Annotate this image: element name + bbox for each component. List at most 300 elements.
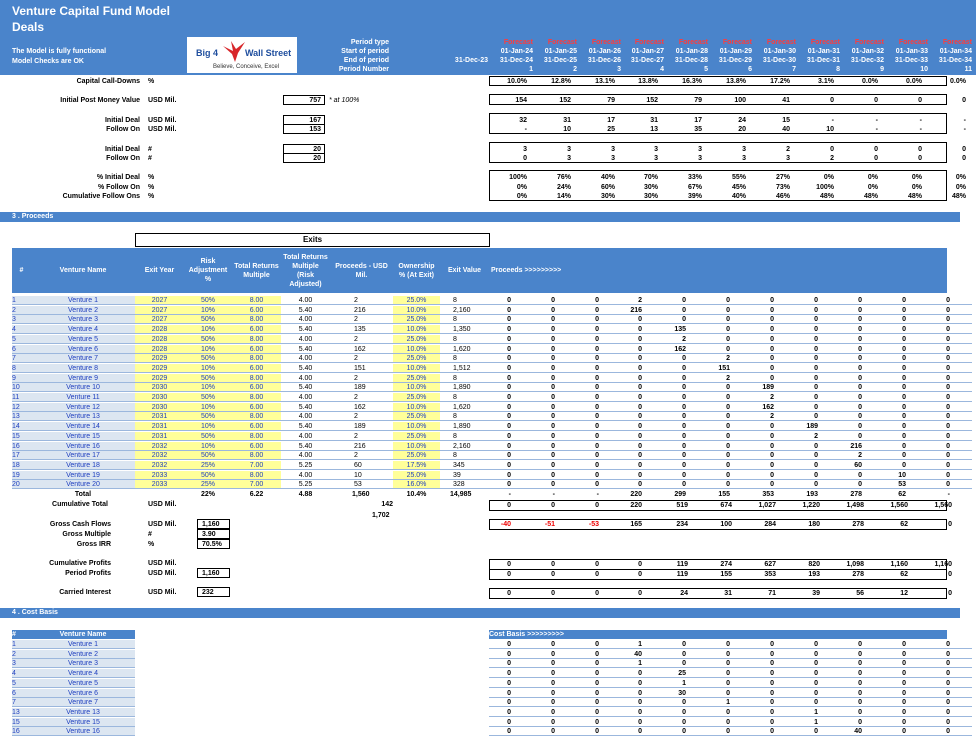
exit-year: 2030 [135, 383, 184, 392]
proceeds-cell: 0 [489, 442, 533, 451]
proceeds-cell: 0 [752, 315, 796, 324]
proceeds-cell: 0 [533, 306, 577, 315]
period-number: 3 [617, 66, 621, 73]
mult-risk-adj: 4.00 [281, 471, 330, 480]
proceeds-cell: 0 [577, 383, 621, 392]
proceeds-cell: 0 [708, 471, 752, 480]
proceeds-usd: 216 [330, 442, 393, 451]
cost-cell: 0 [928, 669, 972, 678]
proceeds-cell: 0 [752, 345, 796, 354]
gross-cash-flow-cell: -51 [544, 521, 555, 528]
deal-cell: 10 [826, 126, 834, 133]
exit-value: 39 [440, 471, 489, 480]
proceeds-cell: 0 [884, 374, 928, 383]
period-profits-cell: 0 [551, 571, 555, 578]
cost-cell: 0 [884, 640, 928, 649]
proceeds-cell: 0 [533, 335, 577, 344]
proceeds-cell: 0 [620, 354, 664, 363]
exit-year: 2033 [135, 471, 184, 480]
section-proceeds-band [0, 212, 960, 222]
cum-total-cell: 220 [630, 502, 642, 509]
deal-cell: 0% [911, 184, 922, 191]
deal-cell: 3 [698, 146, 702, 153]
proceeds-cell: 0 [752, 364, 796, 373]
venture-name: Venture 10 [31, 383, 135, 392]
proceeds-cell: 0 [664, 451, 708, 460]
venture-name: Venture 3 [31, 315, 135, 324]
proceeds-cell: 0 [664, 480, 708, 489]
total-mult: 6.00 [232, 325, 281, 334]
proceeds-cell: 0 [796, 461, 840, 470]
column-header-3: Risk Adjustment % [184, 248, 232, 293]
period-profits-label: Period Profits [65, 570, 111, 577]
mult-risk-adj: 5.40 [281, 383, 330, 392]
cost-cell: 0 [928, 689, 972, 698]
proceeds-cell: 0 [620, 383, 664, 392]
venture-name: Venture 1 [31, 296, 135, 305]
proceeds-cell: 0 [577, 335, 621, 344]
proceeds-cell: 0 [620, 403, 664, 412]
period-profits-cell: 353 [764, 571, 776, 578]
cum-total-cell: 1,560 [934, 502, 952, 509]
deal-cell: 46% [775, 193, 790, 200]
proceeds-cell: 0 [928, 345, 972, 354]
deal-cell: 3 [654, 155, 658, 162]
period-type: Forecast [722, 39, 752, 46]
venture-num: 15 [12, 432, 31, 441]
cost-cell: 1 [796, 708, 840, 717]
proceeds-cell: 0 [708, 412, 752, 421]
cost-cell: 0 [708, 659, 752, 668]
proceeds-cell: 0 [796, 480, 840, 489]
cost-row-name: Venture 1 [31, 640, 135, 649]
proceeds-cell: 0 [489, 480, 533, 489]
exit-year: 2030 [135, 393, 184, 402]
header-row-label: Period type [350, 39, 389, 46]
cost-cell: 0 [577, 727, 621, 736]
proceeds-cell: 0 [664, 383, 708, 392]
period-number: 11 [964, 66, 972, 73]
period-end-initial: 31-Dec-23 [454, 57, 488, 64]
cost-cell: 0 [533, 669, 577, 678]
venture-name: Venture 13 [31, 412, 135, 421]
cum-total-cell: 1,560 [890, 502, 908, 509]
cost-cell: 0 [840, 640, 884, 649]
cost-cell: 0 [708, 708, 752, 717]
mult-risk-adj: 4.00 [281, 451, 330, 460]
exit-year: 2027 [135, 315, 184, 324]
deal-cell: 0% [955, 174, 966, 181]
deal-cell: 0 [874, 97, 878, 104]
venture-name: Venture 14 [31, 422, 135, 431]
deal-cell: - [831, 117, 834, 124]
cost-cell: 0 [928, 718, 972, 727]
proceeds-cell: 0 [664, 374, 708, 383]
proceeds-cell: 0 [620, 442, 664, 451]
risk-adj: 50% [184, 393, 232, 402]
risk-adj: 10% [184, 442, 232, 451]
proceeds-cell: 0 [489, 451, 533, 460]
deal-cell: 100 [734, 97, 746, 104]
cost-cell: 0 [620, 698, 664, 707]
deal-cell: 48% [951, 193, 966, 200]
model-checks: Model Checks are OK [12, 58, 84, 65]
proceeds-cell: 0 [708, 422, 752, 431]
proceeds-cell: 0 [577, 393, 621, 402]
gross-unit: % [148, 541, 155, 548]
carried-interest-cell: 0 [507, 590, 511, 597]
cost-col-basis: Cost Basis >>>>>>>>> [489, 630, 947, 639]
deal-cell: 35 [694, 126, 702, 133]
cost-cell: 0 [840, 689, 884, 698]
proceeds-cell: 0 [577, 325, 621, 334]
proceeds-usd: 2 [330, 374, 393, 383]
proceeds-cell: 0 [752, 451, 796, 460]
proceeds-cell: 0 [884, 451, 928, 460]
cost-cell: 0 [577, 718, 621, 727]
proceeds-cell: 0 [884, 422, 928, 431]
deal-cell: 0.0% [862, 78, 878, 85]
deal-cell: - [963, 126, 966, 133]
value-strip-box [489, 170, 947, 201]
mult-risk-adj: 5.40 [281, 442, 330, 451]
deal-cell: 100% [509, 174, 527, 181]
deal-cell: 48% [863, 193, 878, 200]
cum-profits-cell: 119 [676, 561, 688, 568]
cost-cell: 0 [840, 679, 884, 688]
proceeds-cell: 0 [577, 374, 621, 383]
model-title: Venture Capital Fund Model [12, 4, 171, 18]
proceeds-cell: 0 [840, 393, 884, 402]
proceeds-cell: 0 [752, 461, 796, 470]
deal-cell: 12.8% [551, 78, 571, 85]
deal-cell: 13.1% [595, 78, 615, 85]
cost-cell: 0 [664, 718, 708, 727]
proceeds-cell: 0 [840, 403, 884, 412]
risk-adj: 50% [184, 354, 232, 363]
deal-cell: 3 [523, 146, 527, 153]
deal-row-label: % Follow On [98, 184, 140, 191]
period-number: 6 [748, 66, 752, 73]
cost-cell: 0 [620, 679, 664, 688]
total-cell: 220 [630, 491, 642, 498]
ownership: 10.0% [393, 306, 440, 315]
proceeds-cell: 0 [884, 432, 928, 441]
proceeds-cell: 0 [533, 354, 577, 363]
cost-row-name: Venture 6 [31, 689, 135, 698]
proceeds-cell: 0 [840, 412, 884, 421]
proceeds-cell: 0 [533, 412, 577, 421]
logo-tagline: Believe, Conceive, Excel [213, 64, 280, 70]
proceeds-cell: 216 [620, 306, 664, 315]
cost-cell: 0 [796, 698, 840, 707]
ownership: 17.5% [393, 461, 440, 470]
gross-box: 70.5% [197, 539, 230, 549]
proceeds-cell: 2 [708, 374, 752, 383]
deal-cell: 152 [646, 97, 658, 104]
deal-cell: 0% [867, 174, 878, 181]
period-start: 01-Jan-31 [807, 48, 840, 55]
carried-unit: USD Mil. [148, 589, 177, 596]
exits-title: Exits [302, 235, 323, 244]
deal-cell: 60% [600, 184, 615, 191]
exit-value: 8 [440, 315, 489, 324]
cost-cell: 0 [533, 698, 577, 707]
deal-cell: 0.0% [906, 78, 922, 85]
proceeds-cell: 189 [752, 383, 796, 392]
cost-cell: 0 [533, 679, 577, 688]
total-mult: 6.00 [232, 364, 281, 373]
exit-value: 1,890 [440, 383, 489, 392]
proceeds-cell: 0 [533, 393, 577, 402]
cum-profits-cell: 0 [595, 561, 599, 568]
exit-year: 2027 [135, 306, 184, 315]
cost-cell: 1 [796, 718, 840, 727]
cum-profits-cell: 1,160 [890, 561, 908, 568]
total-cell: - [947, 491, 950, 498]
venture-num: 13 [12, 412, 31, 421]
cost-cell: 0 [796, 659, 840, 668]
proceeds-cell: 189 [796, 422, 840, 431]
proceeds-cell: 0 [489, 403, 533, 412]
gross-cash-flow-cell: -53 [588, 521, 599, 528]
proceeds-cell: 0 [796, 412, 840, 421]
header-row-label: Period Number [338, 66, 389, 73]
risk-adj: 50% [184, 374, 232, 383]
exit-value: 345 [440, 461, 489, 470]
deal-cell: - [524, 126, 527, 133]
cost-cell: 0 [708, 689, 752, 698]
venture-name: Venture 7 [31, 354, 135, 363]
proceeds-cell: 0 [533, 315, 577, 324]
cost-cell: 0 [489, 650, 533, 659]
cost-cell: 0 [533, 727, 577, 736]
deal-cell: 17 [607, 117, 615, 124]
period-profits-cell: 278 [852, 571, 864, 578]
period-type: Forecast [547, 39, 577, 46]
exit-year: 2029 [135, 354, 184, 363]
period-end: 31-Dec-28 [674, 57, 708, 64]
period-number: 2 [573, 66, 577, 73]
cost-cell: 0 [577, 640, 621, 649]
proceeds-cell: 0 [489, 393, 533, 402]
cost-cell: 0 [577, 650, 621, 659]
proceeds-cell: 2 [796, 432, 840, 441]
cost-cell: 0 [796, 679, 840, 688]
proceeds-cell: 0 [752, 422, 796, 431]
proceeds-cell: 0 [533, 461, 577, 470]
gross-cash-flow-cell: -40 [500, 521, 511, 528]
period-profits-cell: 62 [900, 571, 908, 578]
cost-cell: 0 [928, 698, 972, 707]
proceeds-cell: 0 [796, 306, 840, 315]
risk-adj: 50% [184, 315, 232, 324]
proceeds-cell: 0 [928, 306, 972, 315]
proceeds-cell: 0 [577, 461, 621, 470]
total-mult: 8.00 [232, 432, 281, 441]
cost-cell: 0 [533, 650, 577, 659]
total-mult: 6.00 [232, 422, 281, 431]
deal-cell: 79 [607, 97, 615, 104]
cost-cell: 0 [928, 727, 972, 736]
mult-risk-adj: 5.40 [281, 422, 330, 431]
carried-interest-cell: 31 [724, 590, 732, 597]
proceeds-usd: 162 [330, 345, 393, 354]
proceeds-usd: 2 [330, 432, 393, 441]
total-cell: 62 [898, 491, 906, 498]
proceeds-cell: 0 [577, 422, 621, 431]
proceeds-cell: 0 [884, 412, 928, 421]
ownership: 25.0% [393, 432, 440, 441]
deal-cell: 0 [962, 146, 966, 153]
period-start: 01-Jan-28 [675, 48, 708, 55]
proceeds-cell: 0 [884, 306, 928, 315]
deal-row-unit: # [148, 155, 152, 162]
cum-total-cell: 674 [720, 502, 732, 509]
total-cell: 278 [850, 491, 862, 498]
proceeds-cell: 0 [664, 315, 708, 324]
deal-cell: 0 [523, 155, 527, 162]
cost-cell: 0 [489, 669, 533, 678]
venture-name: Venture 6 [31, 345, 135, 354]
gross-unit: # [148, 531, 152, 538]
gross-cash-flow-cell: 234 [676, 521, 688, 528]
cost-cell: 0 [752, 640, 796, 649]
proceeds-cell: 0 [708, 383, 752, 392]
proceeds-cell: 0 [533, 374, 577, 383]
cost-cell: 0 [884, 708, 928, 717]
deal-cell: 20 [738, 126, 746, 133]
cost-cell: 0 [752, 679, 796, 688]
mult-risk-adj: 5.40 [281, 325, 330, 334]
section-cost-title: 4 . Cost Basis [12, 609, 58, 616]
value-strip-box [489, 94, 947, 105]
deal-cell: 0 [874, 146, 878, 153]
deal-row-label: Capital Call-Downs [76, 78, 140, 85]
proceeds-cell: 0 [489, 471, 533, 480]
proceeds-cell: 0 [796, 442, 840, 451]
cost-cell: 0 [884, 727, 928, 736]
proceeds-cell: 0 [533, 325, 577, 334]
period-start: 01-Jan-33 [895, 48, 928, 55]
deal-cell: 152 [559, 97, 571, 104]
deal-row-unit: USD Mil. [148, 97, 177, 104]
proceeds-cell: 0 [840, 306, 884, 315]
venture-num: 11 [12, 393, 31, 402]
proceeds-cell: 0 [489, 364, 533, 373]
period-number: 1 [529, 66, 533, 73]
period-end: 31-Dec-27 [630, 57, 664, 64]
deal-cell: - [963, 117, 966, 124]
cost-cell: 0 [884, 689, 928, 698]
cost-cell: 0 [796, 650, 840, 659]
mult-risk-adj: 5.40 [281, 306, 330, 315]
deal-note: * at 100% [329, 97, 360, 104]
venture-num: 10 [12, 383, 31, 392]
cost-cell: 1 [620, 640, 664, 649]
proceeds-cell: 0 [620, 345, 664, 354]
proceeds-cell: 0 [928, 461, 972, 470]
cost-row-num: 3 [12, 659, 31, 668]
cost-cell: 0 [489, 659, 533, 668]
proceeds-cell: 0 [840, 422, 884, 431]
deal-cell: 41 [782, 97, 790, 104]
gross-box: 1,160 [197, 519, 230, 529]
cum-profits-cell: 0 [638, 561, 642, 568]
proceeds-cell: 0 [620, 335, 664, 344]
proceeds-cell: 0 [928, 480, 972, 489]
cum-total-cell: 519 [676, 502, 688, 509]
venture-num: 8 [12, 364, 31, 373]
gross-cash-flow-cell: 165 [630, 521, 642, 528]
risk-adj: 50% [184, 471, 232, 480]
deal-cell: 17 [694, 117, 702, 124]
proceeds-cell: 0 [840, 374, 884, 383]
deal-cell: - [919, 117, 922, 124]
period-number: 4 [660, 66, 664, 73]
period-type: Forecast [810, 39, 840, 46]
proceeds-cell: 0 [620, 374, 664, 383]
cost-cell: 0 [796, 689, 840, 698]
risk-adj: 25% [184, 480, 232, 489]
ownership: 25.0% [393, 296, 440, 305]
proceeds-cell: 0 [928, 471, 972, 480]
total-mult: 6.00 [232, 383, 281, 392]
deal-cell: 3 [742, 146, 746, 153]
ownership: 25.0% [393, 374, 440, 383]
cost-cell: 0 [796, 640, 840, 649]
mult-risk-adj: 4.00 [281, 335, 330, 344]
cost-cell: 0 [884, 718, 928, 727]
deal-input-box: 153 [283, 124, 325, 134]
proceeds-usd: 2 [330, 296, 393, 305]
proceeds-cell: 0 [752, 325, 796, 334]
deal-cell: 48% [819, 193, 834, 200]
deal-cell: 13.8% [726, 78, 746, 85]
cost-cell: 0 [840, 698, 884, 707]
cost-col-name: Venture Name [31, 630, 135, 639]
period-type: Forecast [678, 39, 708, 46]
cost-cell: 0 [884, 659, 928, 668]
proceeds-usd: 151 [330, 364, 393, 373]
proceeds-cell: 0 [620, 432, 664, 441]
cost-cell: 0 [620, 718, 664, 727]
total-cell: - [552, 491, 555, 498]
mult-risk-adj: 5.40 [281, 364, 330, 373]
proceeds-cell: 0 [577, 442, 621, 451]
proceeds-cell: 2 [840, 451, 884, 460]
proceeds-usd: 10 [330, 471, 393, 480]
venture-num: 4 [12, 325, 31, 334]
cum-total-cell: 1,498 [846, 502, 864, 509]
cost-cell: 0 [928, 679, 972, 688]
total-risk: 22% [200, 491, 215, 498]
cost-row-name: Venture 16 [31, 727, 135, 736]
venture-num: 1 [12, 296, 31, 305]
mult-risk-adj: 4.00 [281, 296, 330, 305]
total-mult: 6.00 [232, 306, 281, 315]
proceeds-cell: 0 [620, 461, 664, 470]
carried-interest-cell: 56 [856, 590, 864, 597]
proceeds-cell: 0 [884, 335, 928, 344]
period-start: 01-Jan-29 [719, 48, 752, 55]
proceeds-cell: 0 [708, 345, 752, 354]
exit-value: 8 [440, 374, 489, 383]
proceeds-cell: 0 [620, 412, 664, 421]
venture-num: 3 [12, 315, 31, 324]
cum-total-cell: 0 [595, 502, 599, 509]
total-cell: 353 [762, 491, 774, 498]
